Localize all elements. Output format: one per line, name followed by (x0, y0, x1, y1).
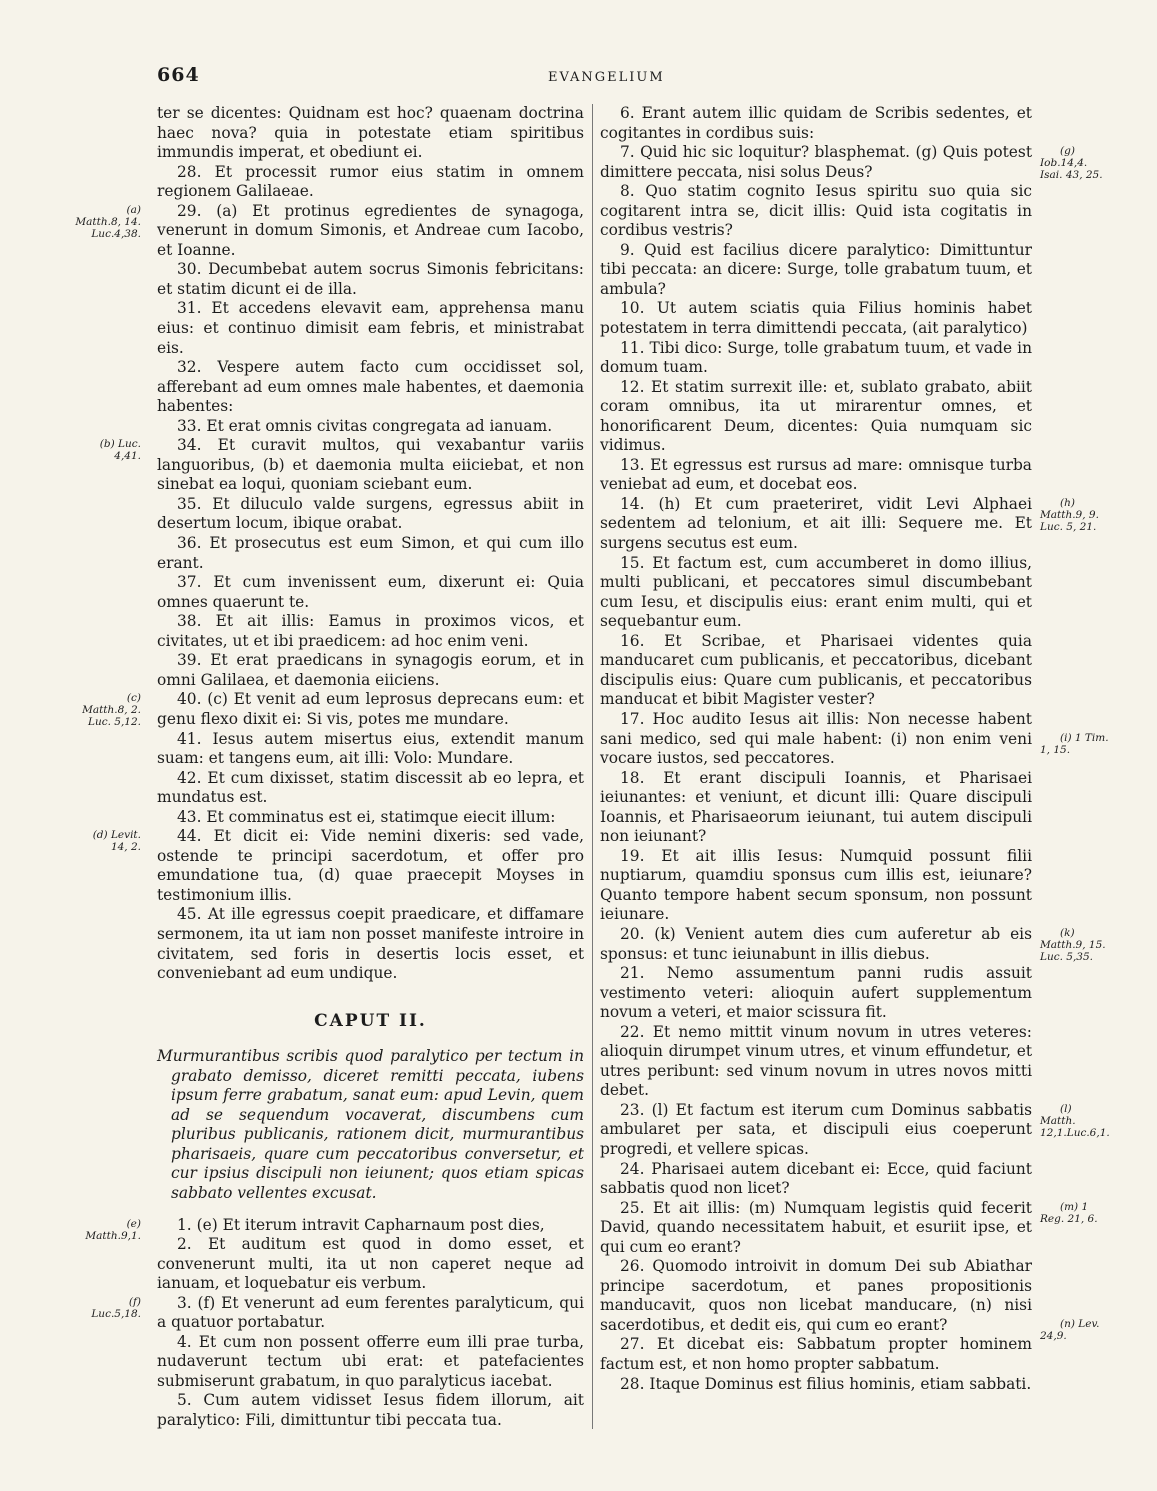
verse (157, 104, 584, 163)
left-column (75, 104, 584, 1431)
verse (600, 378, 1032, 456)
verse-text: 38. Et ait illis: Eamus in proximos vicos, et civitates, ut et ibi praedicem: ad hoc enim veni. (157, 612, 584, 650)
verse (600, 494, 1099, 554)
verse (157, 808, 584, 828)
verse-text: 28. Itaque Dominus est filius hominis, etiam sabbati. (620, 1374, 1032, 1393)
margin-note: (c) Matth.8, 2. Luc. 5,12. (82, 692, 141, 729)
verse (600, 1100, 1110, 1160)
margin-note: (a) Matth.8, 14. Luc.4,38. (75, 203, 141, 240)
verse-text: 7. Quid hic sic loquitur? blasphemat. (g) Quis potest dimittere peccata, nisi solus Deus? (600, 143, 1032, 181)
margin-note: (d) Levit. 14, 2. (92, 829, 141, 854)
verse (600, 1198, 1098, 1258)
left-verses (75, 104, 584, 984)
verse-text: 35. Et diluculo valde surgens, egressus abiit in desertum locum, ibique orabat. (157, 494, 584, 533)
verse-text: 18. Et erant discipuli Ioannis, et Pharisaei ieiunantes: et veniunt, et dicunt illi: Quare discipuli Ioannis, et Pharisaeorum ieiunant, tui autem discipuli non ieiunant? (600, 768, 1032, 846)
verse-text: 33. Et erat omnis civitas congregata ad ianuam. (177, 416, 553, 435)
verse (157, 651, 584, 690)
verse-text: 16. Et Scribae, et Pharisaei videntes quia manducaret cum publicanis, et peccatoribus, dicebant discipulis eius: Quare cum publicanis, et peccatoribus manducat et bibit Magister vester? (600, 631, 1032, 709)
running-title: EVANGELIUM (548, 70, 665, 85)
verse-text: 6. Erant autem illic quidam de Scribis sedentes, et cogitantes in cordibus suis: (600, 104, 1032, 142)
right-column (600, 104, 1110, 1394)
verse-text: 45. At ille egressus coepit praedicare, et diffamare sermonem, ita ut iam non posset manifeste introire in civitatem, sed foris in desertis locis esset, et conveniebant ad eum undique. (157, 905, 584, 983)
verse (600, 1375, 1032, 1395)
verse-text: 14. (h) Et cum praeteriret, vidit Levi Alphaei sedentem ad telonium, et ait illi: Sequere me. Et surgens secutus est eum. (600, 494, 1032, 553)
verse (600, 241, 1032, 300)
margin-note: (m) 1 Reg. 21, 6. (1040, 1200, 1098, 1225)
verse (600, 964, 1032, 1023)
verse-text: 42. Et cum dixisset, statim discessit ab eo lepra, et mundatus est. (157, 768, 584, 807)
verse (82, 690, 584, 729)
verse-text: 1. (e) Et iterum intravit Capharnaum post dies, (177, 1215, 545, 1234)
verse (600, 339, 1032, 378)
margin-note: (l) Matth. 12,1.Luc.6,1. (1040, 1102, 1110, 1139)
verse (157, 417, 584, 437)
verse (157, 534, 584, 573)
verse-text: 30. Decumbebat autem socrus Simonis febricitans: et statim dicunt ei de illa. (157, 260, 584, 298)
verse-text: 36. Et prosecutus est eum Simon, et qui cum illo erant. (157, 534, 584, 572)
verse-text: 20. (k) Venient autem dies cum auferetur ab eis sponsus: et tunc ieiunabunt in illis diebus. (600, 924, 1032, 963)
verse (157, 1333, 584, 1392)
verse (157, 1235, 584, 1294)
verse (75, 201, 584, 261)
verse (99, 436, 584, 495)
verse-text: 25. Et ait illis: (m) Numquam legistis quid fecerit David, quando necessitatem habuit, et esuriit ipse, et qui cum eo erant? (600, 1198, 1032, 1256)
verse-text: 22. Et nemo mittit vinum novum in utres veteres: alioquin dirumpet vinum utres, et vinum effundetur, et utres peribunt: sed vinum novum in utres novos mitti debet. (600, 1022, 1032, 1100)
left-verses-chapter-2 (85, 1215, 584, 1431)
verse (157, 905, 584, 983)
margin-note: (n) Lev. 24,9. (1040, 1317, 1100, 1342)
verse-text: 43. Et comminatus est ei, statimque eiecit illum: (177, 807, 556, 826)
verse-text: 26. Quomodo introivit in domum Dei sub Abiathar principe sacerdotum, et panes propositionis manducavit, quos non licebat manducare, (n) nisi sacerdotibus, et dedit eis, qui cum eo erant? (600, 1257, 1032, 1334)
verse-text: 40. (c) Et venit ad eum leprosus deprecans eum: et genu flexo dixit ei: Si vis, potes me mundare. (157, 690, 584, 728)
verse (157, 1391, 584, 1430)
margin-note: (b) Luc. 4,41. (99, 438, 141, 463)
verse (600, 924, 1106, 964)
verse-text: 13. Et egressus est rursus ad mare: omnisque turba veniebat ad eum, et docebat eos. (600, 455, 1032, 494)
margin-note: (f) Luc.5,18. (91, 1295, 141, 1320)
verse (91, 1293, 584, 1333)
verse-text: 12. Et statim surrexit ille: et, sublato grabato, abiit coram omnibus, ita ut mirarentur omnes, et honorificarent Deum, dicentes: Quia numquam sic vidimus. (600, 377, 1032, 455)
verse (92, 827, 584, 905)
verse (600, 1023, 1032, 1101)
margin-note: (e) Matth.9,1. (85, 1217, 141, 1242)
verse (600, 1160, 1032, 1199)
verse (600, 1257, 1100, 1342)
verse (157, 573, 584, 612)
verse-text: 17. Hoc audito Iesus ait illis: Non necesse habent sani medico, sed qui male habent: (i) non enim veni vocare iustos, sed peccatores. (600, 709, 1032, 768)
verse-text: 21. Nemo assumentum panni rudis assuit vestimento veteri: alioquin aufert supplementum novum a veteri, et maior scissura fit. (600, 964, 1032, 1022)
verse-text: 5. Cum autem vidisset Iesus fidem illorum, ait paralytico: Fili, dimittuntur tibi peccata tua. (157, 1391, 584, 1429)
verse (600, 847, 1032, 925)
verse (157, 612, 584, 651)
verse (600, 709, 1109, 769)
page-number: 664 (157, 64, 200, 86)
verse-text: 44. Et dicit ei: Vide nemini dixeris: sed vade, ostende te principi sacerdotum, et offer pro emundatione tua, (d) quae praecepit Moyses in testimonium illis. (157, 827, 584, 904)
verse (157, 260, 584, 299)
verse (600, 632, 1032, 710)
verse (157, 299, 584, 358)
chapter-summary: Murmurantibus scribis quod paralytico per tectum in grabato demisso, diceret remitti peccata, iubens ipsum ferre grabatum, sanat eum: apud Levin, quem ad se sequendum vocaverat, discumbens cum pluribus publicanis, rationem dicit, murmurantibus pharisaeis, quare cum peccatoribus conversetur, et cur ipsius discipuli non ieiunent; quos etiam spicas sabbato vellentes excusat. (157, 1047, 584, 1202)
verse-text: 37. Et cum invenissent eum, dixerunt ei: Quia omnes quaerunt te. (157, 573, 584, 611)
verse-text: 9. Quid est facilius dicere paralytico: Dimittuntur tibi peccata: an dicere: Surge, tolle grabatum tuum, et ambula? (600, 240, 1032, 298)
verse-text: 39. Et erat praedicans in synagogis eorum, et in omni Galilaea, et daemonia eiiciens. (157, 651, 584, 689)
verse-text: 24. Pharisaei autem dicebant ei: Ecce, quid faciunt sabbatis quod non licet? (600, 1159, 1032, 1198)
verse-text: 28. Et processit rumor eius statim in omnem regionem Galilaeae. (157, 162, 584, 201)
verse-text: 27. Et dicebat eis: Sabbatum propter hominem factum est, et non homo propter sabbatum. (600, 1335, 1032, 1373)
verse-text: 32. Vespere autem facto cum occidisset sol, afferebant ad eum omnes male habentes, et daemonia habentes: (157, 358, 584, 416)
verse (600, 1335, 1032, 1374)
verse (85, 1215, 584, 1242)
verse-text: 15. Et factum est, cum accumberet in domo illius, multi publicani, et peccatores simul discumbebant cum Iesu, et discipulis eius: erant enim multi, qui et sequebantur eum. (600, 553, 1032, 631)
verse (600, 299, 1032, 338)
verse (157, 769, 584, 808)
verse (600, 143, 1103, 182)
verse-text: ter se dicentes: Quidnam est hoc? quaenam doctrina haec nova? quia in potestate etiam spiritibus immundis imperat, et obediunt ei. (157, 104, 584, 162)
verse-text: 4. Et cum non possent offerre eum illi prae turba, nudaverunt tectum ubi erat: et patefacientes submiserunt grabatum, in quo paralyticus iacebat. (157, 1332, 584, 1390)
verse (157, 358, 584, 417)
verse (600, 104, 1032, 143)
verse-text: 41. Iesus autem misertus eius, extendit manum suam: et tangens eum, ait illi: Volo: Mundare. (157, 729, 584, 768)
verse-text: 19. Et ait illis Iesus: Numquid possunt filii nuptiarum, quamdiu sponsus cum illis est, ieiunare? Quanto tempore habent secum sponsum, non possunt ieiunare. (600, 846, 1032, 924)
verse (600, 554, 1032, 632)
verse (157, 730, 584, 769)
margin-note: (g) Iob.14,4. Isai. 43, 25. (1040, 145, 1103, 182)
verse-text: 10. Ut autem sciatis quia Filius hominis habet potestatem in terra dimittendi peccata, (ait paralytico) (600, 299, 1032, 338)
margin-note: (k) Matth.9, 15. Luc. 5,35. (1040, 926, 1106, 963)
right-verses (600, 104, 1110, 1394)
verse-text: 31. Et accedens elevavit eam, apprehensa manu eius: et continuo dimisit eam febris, et ministrabat eis. (157, 299, 584, 357)
verse-text: 34. Et curavit multos, qui vexabantur variis languoribus, (b) et daemonia multa eiiciebat, et non sinebat ea loqui, quoniam sciebant eum. (157, 436, 584, 494)
verse-text: 23. (l) Et factum est iterum cum Dominus sabbatis ambularet per sata, et discipuli eius coeperunt progredi, et vellere spicas. (600, 1100, 1032, 1158)
margin-note: (h) Matth.9, 9. Luc. 5, 21. (1040, 496, 1099, 533)
verse-text: 3. (f) Et venerunt ad eum ferentes paralyticum, qui a quatuor portabatur. (157, 1293, 584, 1332)
column-divider (592, 104, 593, 1429)
margin-note: (i) 1 Tim. 1, 15. (1040, 731, 1109, 756)
verse-text: 11. Tibi dico: Surge, tolle grabatum tuum, et vade in domum tuam. (600, 338, 1032, 377)
verse (157, 163, 584, 202)
verse (600, 769, 1032, 847)
verse-text: 8. Quo statim cognito Iesus spiritu suo quia sic cogitarent intra se, dicit illis: Quid ista cogitatis in cordibus vestris? (600, 182, 1032, 240)
verse-text: 2. Et auditum est quod in domo esset, et convenerunt multi, ita ut non caperet neque ad ianuam, et loquebatur eis verbum. (157, 1235, 584, 1293)
verse-text: 29. (a) Et protinus egredientes de synagoga, venerunt in domum Simonis, et Andreae cum Iacobo, et Ioanne. (157, 201, 584, 259)
verse (157, 495, 584, 534)
verse (600, 456, 1032, 495)
chapter-title: CAPUT II. (314, 1010, 427, 1031)
verse (600, 182, 1032, 241)
